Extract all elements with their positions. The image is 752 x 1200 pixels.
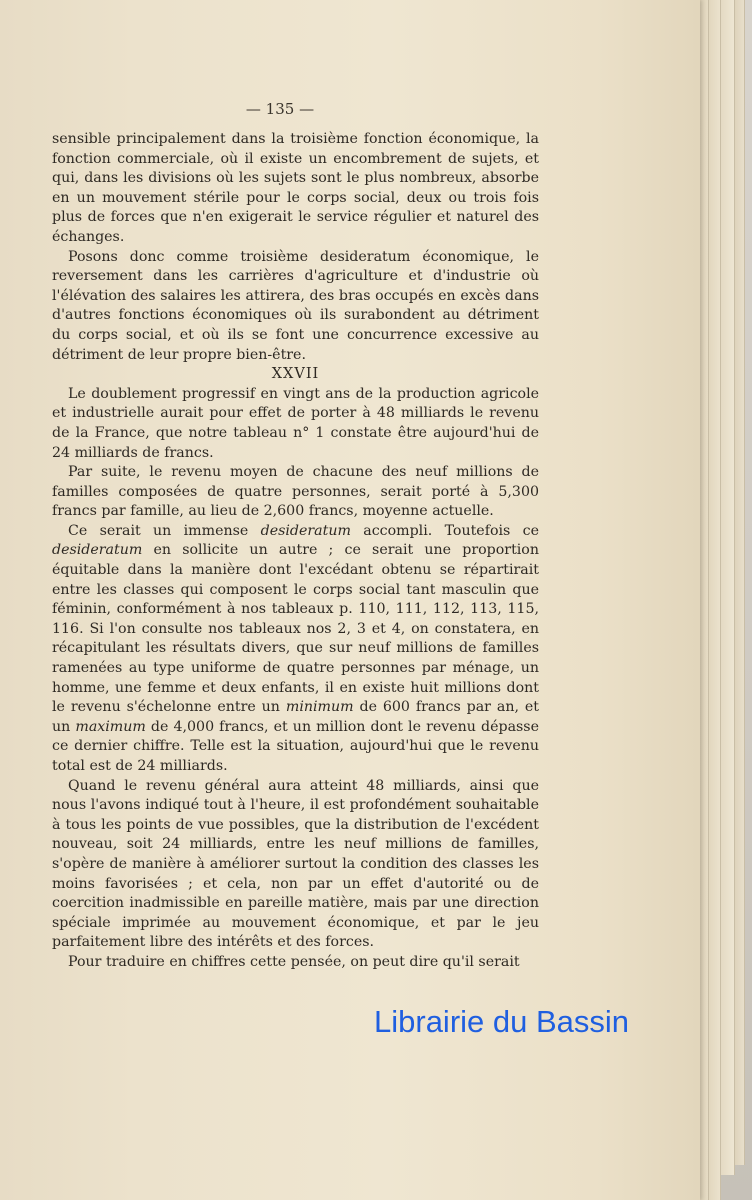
page-edge [734, 0, 745, 1165]
page-edge [720, 0, 735, 1175]
paragraph: Le doublement progressif en vingt ans de la production agricole et industrielle aurait pour effet de porter à 48 milliards le revenu de la France, que notre tableau n° 1 constate être aujourd'hui de 24 milliards de francs. [52, 385, 539, 461]
text-run: de 4,000 francs, et un million dont le revenu dépasse ce dernier chiffre. Telle est la situation, aujourd'hui que le revenu total est de 24 milliards. [52, 718, 539, 774]
italic-term: desideratum [260, 522, 351, 539]
paragraph: sensible principalement dans la troisième fonction économique, la fonction commerciale, où il existe un encombrement de sujets, et qui, dans les divisions où les sujets sont le plus nombreux, absorbe en un mouvement stérile pour le corps social, deux ou trois fois plus de forces que n'en exigerait le service régulier et naturel des échanges. [52, 131, 539, 245]
text-run: de 600 francs par an, et un [52, 699, 539, 735]
page-body [52, 130, 539, 973]
page-number: — 135 — [245, 100, 315, 118]
paragraph [52, 522, 539, 777]
page-edge [708, 0, 721, 1200]
watermark: Librairie du Bassin [374, 1004, 630, 1039]
italic-term: maximum [75, 718, 146, 735]
paragraph: Posons donc comme troisième desideratum économique, le reversement dans les carrières d'agriculture et d'industrie où l'élévation des salaires les attirera, des bras occupés en excès dans d'autres fonctions économiques où ils surabondent au détriment du corps social, et où ils se font une concurrence excessive au détriment de leur propre bien-être. [52, 248, 539, 363]
paragraph: Par suite, le revenu moyen de chacune des neuf millions de familles composées de quatre personnes, serait porté à 5,300 francs par famille, au lieu de 2,600 francs, moyenne actuelle. [52, 464, 539, 520]
text-run: en sollicite un autre ; ce serait une proportion équitable dans la manière dont l'excédant obtenu se répartirait entre les classes qui composent le corps social tant masculin que féminin, conformément à nos tableaux p. 110, 111, 112, 113, 115, 116. Si l'on consulte nos tableaux nos 2, 3 et 4, on constatera, en récapitulant les résultats divers, que sur neuf millions de familles ramenées au type uniforme de quatre personnes par ménage, un homme, une femme et deux enfants, il en existe huit millions dont le revenu s'échelonne entre un [52, 542, 539, 716]
text-run: Ce serait un immense [68, 522, 261, 539]
text-run: accompli. Toutefois ce [350, 522, 539, 539]
italic-term: minimum [285, 699, 354, 716]
italic-term: desideratum [52, 542, 143, 559]
paragraph: Pour traduire en chiffres cette pensée, on peut dire qu'il serait [68, 953, 520, 970]
paragraph: Quand le revenu général aura atteint 48 milliards, ainsi que nous l'avons indiqué tout à l'heure, il est profondément souhaitable à tous les points de vue possibles, que la distribution de l'excédent nouveau, soit 24 milliards, entre les neuf millions de familles, s'opère de manière à améliorer surtout la condition des classes les moins favorisées ; et cela, non par un effet d'autorité ou de coercition inadmissible en pareille matière, mais par une direction spéciale imprimée au mouvement économique, et par le jeu parfaitement libre des intérêts et des forces. [52, 777, 539, 951]
section-heading: XXVII [271, 366, 320, 383]
